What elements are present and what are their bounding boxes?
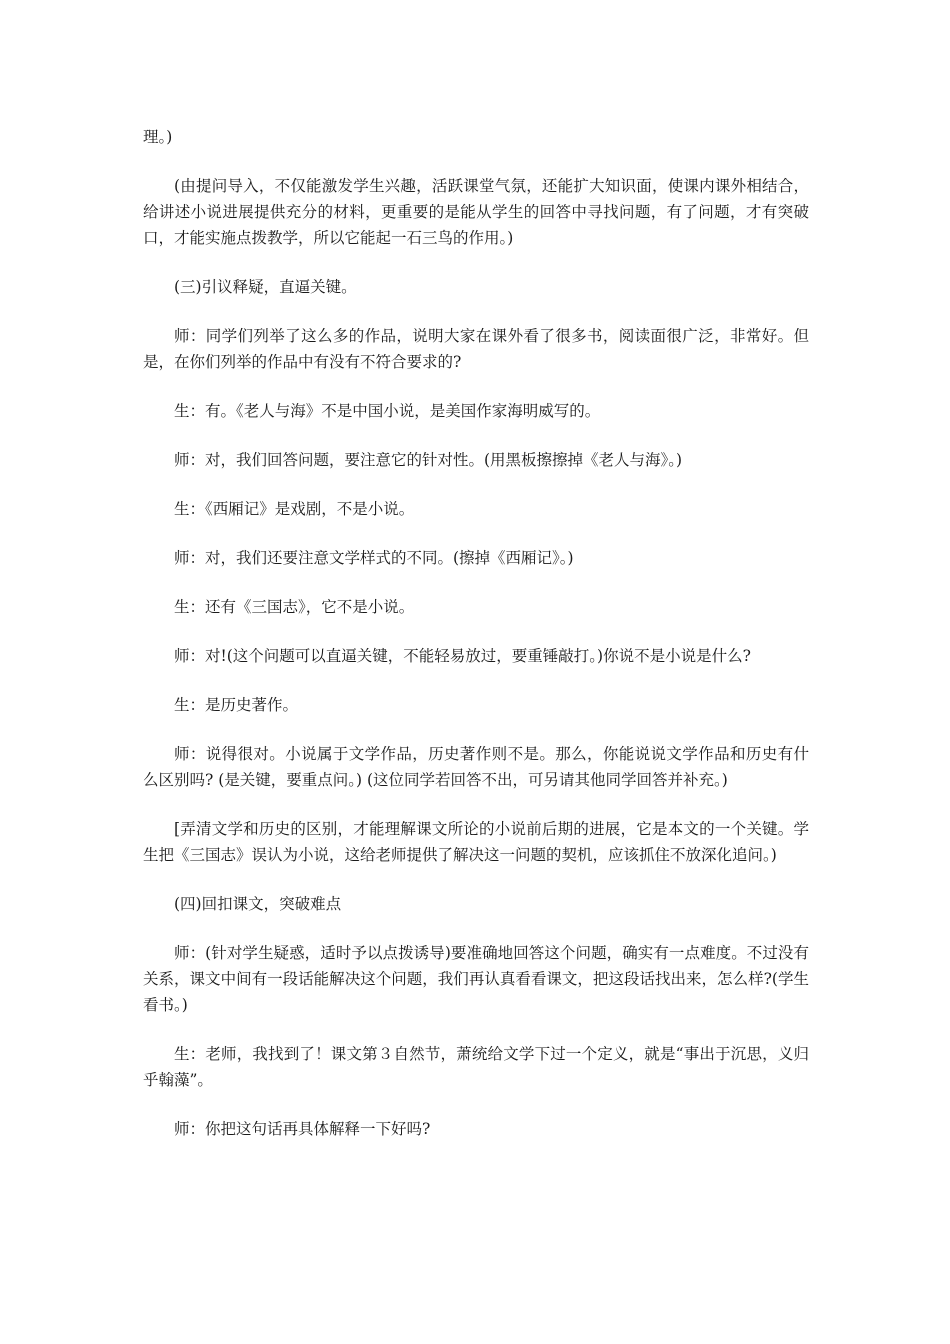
- paragraph-8: 师：对，我们还要注意文学样式的不同。(擦掉《西厢记》。): [174, 549, 574, 567]
- paragraph-9: 生：还有《三国志》，它不是小说。: [174, 598, 415, 616]
- paragraph-4: 师：同学们列举了这么多的作品，说明大家在课外看了很多书，阅读面很广泛，非常好。但是，在你们列举的作品中有没有不符合要求的?: [143, 327, 809, 371]
- paragraph-13: [弄清文学和历史的区别，才能理解课文所论的小说前后期的进展，它是本文的一个关键。学生把《三国志》误认为小说，这给老师提供了解决这一问题的契机，应该抓住不放深化追问。): [143, 820, 809, 864]
- paragraph-11: 生：是历史著作。: [174, 696, 299, 714]
- document-page: [143, 124, 809, 1165]
- section-heading-4: (四)回扣课文，突破难点: [174, 895, 342, 913]
- paragraph-15: 师：(针对学生疑惑，适时予以点拨诱导)要准确地回答这个问题，确实有一点难度。不过没有关系，课文中间有一段话能解决这个问题，我们再认真看看课文，把这段话找出来，怎么样?(学生看书。): [143, 944, 809, 1014]
- paragraph-1: 理。): [143, 128, 173, 146]
- paragraph-7: 生：《西厢记》是戏剧，不是小说。: [174, 500, 415, 518]
- paragraph-17: 师：你把这句话再具体解释一下好吗?: [174, 1120, 431, 1138]
- paragraph-6: 师：对，我们回答问题，要注意它的针对性。(用黑板擦擦掉《老人与海》。): [174, 451, 683, 469]
- section-heading-3: (三)引议释疑，直逼关键。: [174, 278, 357, 296]
- paragraph-12: 师：说得很对。小说属于文学作品，历史著作则不是。那么，你能说说文学作品和历史有什么区别吗? (是关键，要重点问。) (这位同学若回答不出，可另请其他同学回答并补充。): [143, 745, 809, 789]
- paragraph-5: 生：有。《老人与海》不是中国小说，是美国作家海明威写的。: [174, 402, 601, 420]
- paragraph-10: 师：对!(这个问题可以直逼关键，不能轻易放过，要重锤敲打。)你说不是小说是什么?: [174, 647, 751, 665]
- paragraph-2: (由提问导入，不仅能激发学生兴趣，活跃课堂气氛，还能扩大知识面，使课内课外相结合，给讲述小说进展提供充分的材料，更重要的是能从学生的回答中寻找问题，有了问题，才有突破口，才能实施点拨教学，所以它能起一石三鸟的作用。): [143, 177, 809, 247]
- paragraph-16: 生：老师，我找到了！课文第３自然节，萧统给文学下过一个定义，就是“事出于沉思，义归乎翰藻”。: [143, 1045, 809, 1089]
